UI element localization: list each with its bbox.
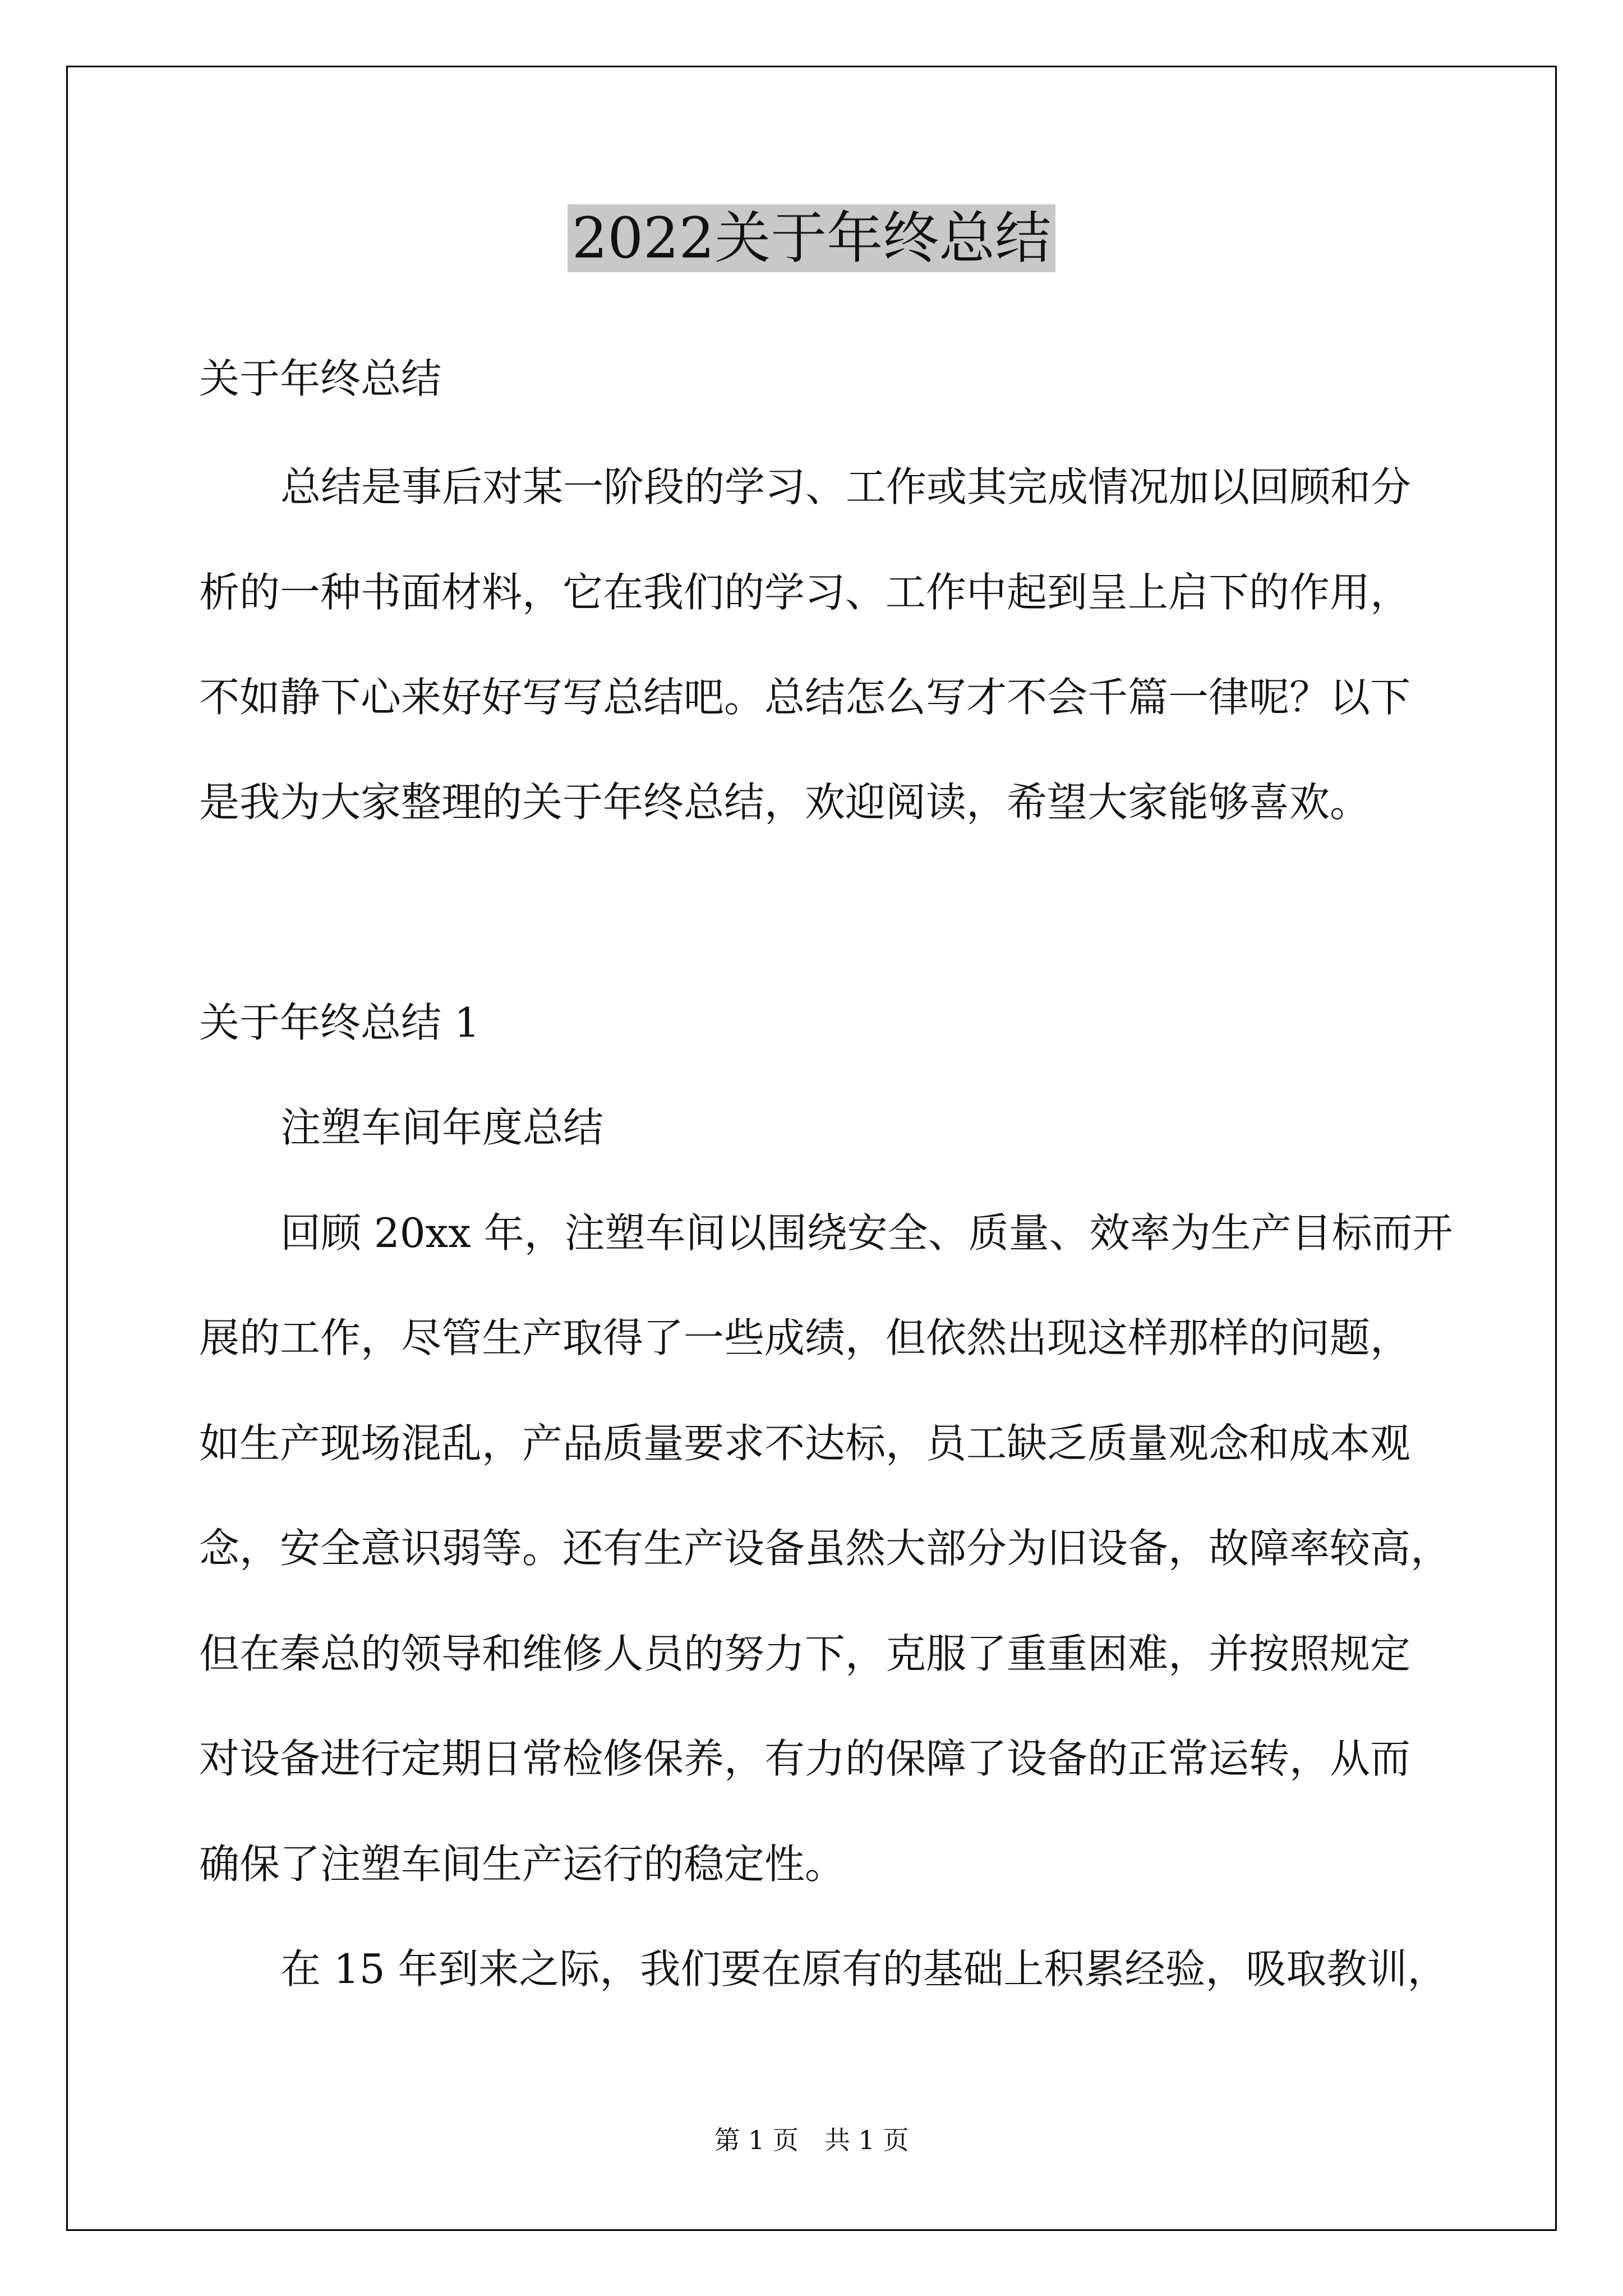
body-line-2: 展的工作，尽管生产取得了一些成绩，但依然出现这样那样的问题， [199,1314,1411,1361]
section-heading: 关于年终总结 1 [199,999,480,1046]
intro-line-2: 析的一种书面材料，它在我们的学习、工作中起到呈上启下的作用， [199,569,1411,616]
document-title-text: 2022关于年终总结 [568,204,1056,272]
body-line-3: 如生产现场混乱，产品质量要求不达标，员工缺乏质量观念和成本观 [199,1420,1411,1467]
intro-line-3: 不如静下心来好好写写总结吧。总结怎么写才不会千篇一律呢？以下 [199,674,1411,721]
page-footer: 第 1 页 共 1 页 [714,2125,909,2155]
body-line-6: 对设备进行定期日常检修保养，有力的保障了设备的正常运转，从而 [199,1735,1411,1782]
body-line-7: 确保了注塑车间生产运行的稳定性。 [199,1841,846,1888]
intro-line-4: 是我为大家整理的关于年终总结，欢迎阅读，希望大家能够喜欢。 [199,779,1371,826]
section-subtitle: 注塑车间年度总结 [280,1104,604,1151]
intro-heading: 关于年终总结 [199,355,442,402]
body-line-1: 回顾 20xx 年，注塑车间以围绕安全、质量、效率为生产目标而开 [280,1209,1453,1257]
body-line-5: 但在秦总的领导和维修人员的努力下，克服了重重困难，并按照规定 [199,1630,1411,1677]
body-line-4: 念，安全意识弱等。还有生产设备虽然大部分为旧设备，故障率较高， [199,1525,1451,1572]
intro-line-1: 总结是事后对某一阶段的学习、工作或其完成情况加以回顾和分 [280,463,1412,510]
body-line-8: 在 15 年到来之际，我们要在原有的基础上积累经验，吸取教训， [280,1945,1448,1993]
document-title [0,202,1623,275]
